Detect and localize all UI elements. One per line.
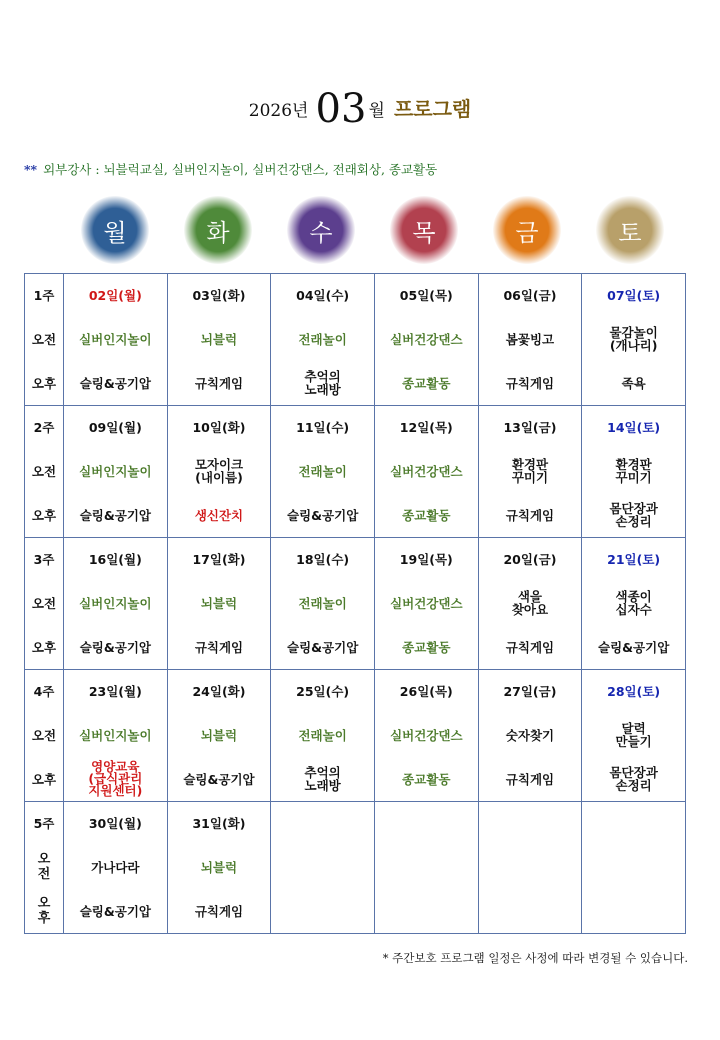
day-date: 06일(금): [503, 288, 557, 303]
day-date: 31일(화): [192, 816, 246, 831]
day-date: 13일(금): [503, 420, 557, 435]
week-row: [25, 274, 686, 406]
am-activity: 실버건강댄스: [390, 331, 463, 347]
pm-activity: 규칙게임: [505, 375, 555, 391]
am-activity: 실버인지놀이: [79, 595, 152, 611]
day-date: 04일(수): [296, 288, 350, 303]
week-row: [25, 802, 686, 934]
day-cell: [64, 670, 168, 802]
am-label: 오전: [31, 463, 57, 479]
pm-activity: 슬링&공기압: [183, 771, 255, 787]
pm-activity: 종교활동: [402, 639, 451, 655]
am-label: 오전: [31, 595, 57, 611]
day-cell: [167, 406, 271, 538]
day-cell: [582, 406, 686, 538]
day-date: 30일(월): [88, 816, 142, 831]
day-date: 20일(금): [503, 552, 557, 567]
weekday-circle-5: 금: [493, 196, 561, 264]
pm-activity: 추억의 노래방: [304, 369, 341, 397]
pm-label: 오후: [31, 507, 57, 523]
day-cell: [582, 802, 686, 934]
weekday-circle-3: 수: [287, 196, 355, 264]
am-activity: 실버건강댄스: [390, 463, 463, 479]
am-activity: 전래놀이: [298, 331, 347, 347]
am-activity: 뇌블럭: [200, 727, 238, 743]
week-label-cell: [25, 538, 64, 670]
day-cell: [374, 802, 478, 934]
day-date: 07일(토): [607, 288, 661, 303]
day-cell: [478, 802, 582, 934]
weekday-header: [0, 196, 720, 266]
day-cell: [271, 406, 375, 538]
pm-activity: 종교활동: [402, 771, 451, 787]
day-date: 26일(목): [399, 684, 453, 699]
am-activity: 색을 찾아요: [511, 589, 549, 617]
title-month-suffix: 월: [368, 101, 385, 121]
day-date: [271, 802, 374, 845]
week-label: 4주: [33, 684, 55, 699]
pm-activity: 슬링&공기압: [79, 639, 151, 655]
pm-activity: 슬링&공기압: [287, 507, 359, 523]
pm-activity: 규칙게임: [505, 771, 555, 787]
pm-activity: 규칙게임: [505, 507, 555, 523]
am-activity: 환경판 꾸미기: [615, 457, 652, 485]
notice-stars: **: [24, 162, 38, 177]
day-date: 24일(화): [192, 684, 246, 699]
schedule-table: [24, 273, 686, 934]
day-date: 21일(토): [607, 552, 661, 567]
day-cell: [478, 670, 582, 802]
day-date: [479, 802, 582, 845]
day-cell: [64, 538, 168, 670]
am-activity: 뇌블럭: [200, 331, 238, 347]
day-date: 18일(수): [296, 552, 350, 567]
am-activity: 모자이크 (내이름): [194, 457, 244, 485]
pm-activity: 생신잔치: [194, 507, 244, 523]
am-activity: [479, 845, 582, 889]
day-cell: [271, 538, 375, 670]
pm-activity: 규칙게임: [194, 903, 244, 919]
day-date: 05일(목): [399, 288, 453, 303]
day-cell: [167, 274, 271, 406]
day-cell: [64, 406, 168, 538]
pm-activity: 슬링&공기압: [79, 375, 151, 391]
pm-activity: 규칙게임: [194, 639, 244, 655]
day-date: [375, 802, 478, 845]
pm-label: 오후: [31, 771, 57, 787]
day-cell: [374, 406, 478, 538]
day-cell: [374, 670, 478, 802]
pm-label: 오 후: [37, 896, 51, 926]
day-cell: [167, 802, 271, 934]
am-activity: 가나다라: [91, 859, 140, 875]
week-row: [25, 406, 686, 538]
pm-activity: [375, 889, 478, 933]
outside-instructor-notice: [24, 160, 437, 178]
day-cell: [271, 670, 375, 802]
week-label: 3주: [33, 552, 55, 567]
weekday-circle-4: 목: [390, 196, 458, 264]
day-cell: [478, 406, 582, 538]
am-activity: 전래놀이: [298, 727, 347, 743]
weekday-circle-1: 월: [81, 196, 149, 264]
am-activity: 실버인지놀이: [79, 463, 152, 479]
day-cell: [478, 538, 582, 670]
am-label: 오전: [31, 331, 57, 347]
week-label: 1주: [33, 288, 55, 303]
pm-activity: 추억의 노래방: [304, 765, 341, 793]
day-date: 03일(화): [192, 288, 246, 303]
pm-activity: 슬링&공기압: [287, 639, 359, 655]
pm-activity: 슬링&공기압: [79, 507, 151, 523]
week-label-cell: [25, 670, 64, 802]
am-activity: [271, 845, 374, 889]
day-cell: [167, 670, 271, 802]
day-date: 10일(화): [192, 420, 246, 435]
am-activity: 뇌블럭: [200, 859, 238, 875]
pm-activity: [271, 889, 374, 933]
am-activity: 물감놀이 (개나리): [609, 325, 658, 353]
pm-activity: 종교활동: [402, 507, 451, 523]
day-cell: [64, 274, 168, 406]
day-date: 02일(월): [88, 288, 142, 303]
weekday-circle-6: 토: [596, 196, 664, 264]
day-cell: [374, 538, 478, 670]
day-date: 09일(월): [88, 420, 142, 435]
am-activity: 뇌블럭: [200, 595, 238, 611]
pm-activity: 슬링&공기압: [598, 639, 670, 655]
pm-activity: [479, 889, 582, 933]
pm-label: 오후: [31, 639, 57, 655]
day-cell: [271, 802, 375, 934]
week-label-cell: [25, 274, 64, 406]
am-label: 오 전: [37, 852, 51, 882]
pm-label: 오후: [31, 375, 57, 391]
am-activity: [375, 845, 478, 889]
day-date: 12일(목): [399, 420, 453, 435]
week-label: 2주: [33, 420, 55, 435]
am-activity: 전래놀이: [298, 595, 347, 611]
am-activity: 색종이 십자수: [615, 589, 652, 617]
am-label: 오전: [31, 727, 57, 743]
footnote: * 주간보호 프로그램 일정은 사정에 따라 변경될 수 있습니다.: [382, 951, 688, 965]
week-label-cell: [25, 802, 64, 934]
day-cell: [582, 274, 686, 406]
am-activity: [582, 845, 685, 889]
am-activity: 봄꽃빙고: [505, 331, 555, 347]
week-label: 5주: [33, 816, 55, 831]
day-date: 28일(토): [607, 684, 661, 699]
am-activity: 숫자찾기: [505, 727, 555, 743]
day-cell: [582, 670, 686, 802]
day-date: 23일(월): [88, 684, 142, 699]
pm-activity: 슬링&공기압: [79, 903, 151, 919]
day-cell: [374, 274, 478, 406]
day-date: 14일(토): [607, 420, 661, 435]
pm-activity: 족욕: [621, 375, 646, 391]
title-month: 03: [315, 86, 367, 132]
page-title: [0, 86, 720, 132]
day-cell: [582, 538, 686, 670]
week-label-cell: [25, 406, 64, 538]
week-row: [25, 538, 686, 670]
notice-text: 외부강사 : 뇌블럭교실, 실버인지놀이, 실버건강댄스, 전래회상, 종교활동: [43, 162, 438, 177]
pm-activity: [582, 889, 685, 933]
am-activity: 실버건강댄스: [390, 727, 463, 743]
am-activity: 달력 만들기: [615, 721, 652, 749]
am-activity: 전래놀이: [298, 463, 347, 479]
am-activity: 환경판 꾸미기: [511, 457, 549, 485]
weekday-circle-2: 화: [184, 196, 252, 264]
pm-activity: 종교활동: [402, 375, 451, 391]
day-cell: [64, 802, 168, 934]
pm-activity: 몸단장과 손정리: [609, 765, 658, 793]
day-date: 27일(금): [503, 684, 557, 699]
day-date: 16일(월): [88, 552, 142, 567]
week-row: [25, 670, 686, 802]
pm-activity: 규칙게임: [194, 375, 244, 391]
day-cell: [271, 274, 375, 406]
title-program: 프로그램: [393, 97, 472, 121]
title-year: 2026년: [248, 101, 309, 121]
day-cell: [167, 538, 271, 670]
day-date: 11일(수): [296, 420, 350, 435]
am-activity: 실버건강댄스: [390, 595, 463, 611]
am-activity: 실버인지놀이: [79, 727, 152, 743]
pm-activity: 규칙게임: [505, 639, 555, 655]
day-date: 25일(수): [296, 684, 350, 699]
pm-activity: 영양교육 (급식관리 지원센터): [88, 759, 143, 798]
day-cell: [478, 274, 582, 406]
pm-activity: 몸단장과 손정리: [609, 501, 658, 529]
day-date: 19일(목): [399, 552, 453, 567]
day-date: [582, 802, 685, 845]
am-activity: 실버인지놀이: [79, 331, 152, 347]
day-date: 17일(화): [192, 552, 246, 567]
